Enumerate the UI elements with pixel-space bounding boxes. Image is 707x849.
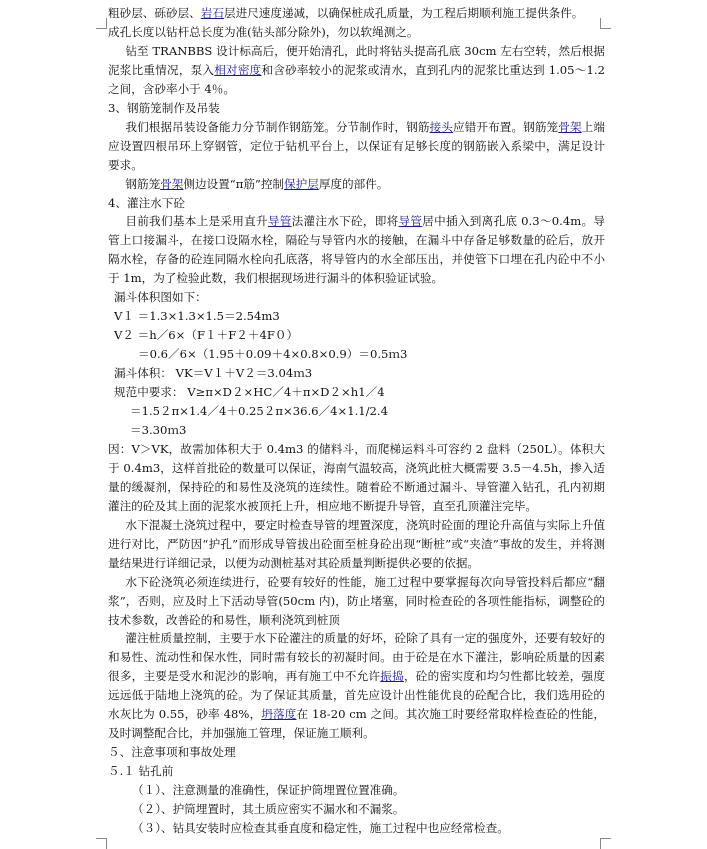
paragraph: 目前我们基本上是采用直升导管法灌注水下砼，即将导管居中插入到离孔底 0.3～0.4m。导管上口接漏斗，在接口设隔水栓，隔砼与导管内水的接触，在漏斗中存备足够数量的砼后，放开隔水栓，存备的砼连同隔水栓向孔底落，将导管内的水全部压出，并使管下口埋在孔内砼中不小于 1m，为了检验此数，我们根据现场进行漏斗的体积验证试验。 [108, 214, 605, 286]
subsection-heading: ５.１ 钻孔前 [108, 764, 174, 779]
paragraph: 成孔长度以钻杆总长度为准(钻头部分除外)，勿以软绳测之。 [108, 24, 419, 39]
list-item: （３）、钻具安装时应检查其垂直度和稳定性，施工过程中也应经常检查。 [132, 820, 509, 835]
formula-line: 漏斗体积图如下： [114, 290, 207, 305]
paragraph: 粗砂层、砾砂层、岩石层进尺速度递减，以确保桩成孔质量，为工程后期顺利施工提供条件。 [108, 6, 584, 20]
link-rock[interactable]: 岩石 [200, 6, 224, 20]
list-item: （２）、护筒埋置时，其土质应密实不漏水和不漏浆。 [132, 802, 405, 817]
corner-mark-top-left [96, 18, 107, 29]
paragraph: 灌注桩质量控制，主要于水下砼灌注的质量的好坏，砼除了具有一定的强度外，还要有较好的和易性、流动性和保水性，同时需有较长的初凝时间。由于砼是在水下灌注，影响砼质量的因素很多，主要是受水和泥沙的影响，再有施工中不允许振捣，砼的密实度和均匀性都比较差，强度远远低于陆地上浇筑的砼。为了保证其质量，首先应设计出性能优良的砼配合比，我们选用砼的水灰比为 0.55，砂率 48%，坍落度在 18-20 cm 之间。其次施工时要经常取样检查砼的性能，及时调整配合比，并加强施工管理，保证施工顺利。 [108, 631, 605, 741]
formula-line: V１ ＝1.3×1.3×1.5＝2.54m3 [114, 309, 280, 324]
link-conduit[interactable]: 导管 [267, 214, 292, 229]
link-relative-density[interactable]: 相对密度 [214, 62, 262, 77]
paragraph: 水下混凝土浇筑过程中，要定时检查导管的埋置深度，浇筑时砼面的理论升高值与实际上升值进行对比，严防因“护孔”而形成导管拔出砼面至桩身砼出现“断桩”或“夹渣”事故的发生，并将测量结果进行详细记录，以便为动测桩基对其砼质量判断提供必要的依据。 [108, 517, 605, 570]
corner-mark-bottom-right [600, 838, 611, 849]
formula-line: ＝1.5２π×1.4／4＋0.25２π×36.6／4×1.1/2.4 [130, 404, 388, 419]
paragraph: 钢筋笼骨架侧边设置“π筋”控制保护层厚度的部件。 [125, 176, 389, 191]
paragraph: 水下砼浇筑必须连续进行，砼要有较好的性能，施工过程中要掌握每次向导管投料后都应“翻浆”，否则，应及时上下活动导管(50cm 内)，防止堵塞，同时检查砼的各项性能指标，调整砼的技术参数，改善砼的和易性，顺利浇筑到桩顶 [108, 574, 605, 627]
section-heading: 4、灌注水下砼 [108, 195, 185, 210]
list-item: （１）、注意测量的准确性，保证护筒埋置位置准确。 [132, 783, 405, 798]
paragraph: 钻至 TRANBBS 设计标高后，便开始清孔，此时将钻头提高孔底 30cm 左右空转，然后根据泥浆比重情况，泵入相对密度和含砂率较小的泥浆或清水，直到孔内的泥浆比重达到 1.05～1.2 之间，含砂率小于 4％。 [108, 43, 605, 96]
formula-line: ＝3.30ｍ3 [130, 422, 187, 437]
link-slump[interactable]: 坍落度 [261, 707, 297, 722]
paragraph: 因：V＞VK，故需加体积大于 0.4m3 的储料斗，而爬梯运料斗可容约 2 盘料（250L）。体积大于 0.4m3，这样首批砼的数量可以保证，海南气温较高，浇筑此桩大概需要 3.5－4.5h，掺入适量的缓凝剂，保持砼的和易性及浇筑的连续性。随着砼不断通过漏斗、导管灌入钻孔，孔内初期灌注的砼及其上面的泥浆水被顶托上升，相应地不断提升导管，直至孔顶灌注完毕。 [108, 441, 605, 513]
link-joint[interactable]: 接头 [429, 119, 453, 134]
formula-line: V２ ＝h／6×（F１＋F２＋4F０） [114, 328, 299, 343]
link-conduit-2[interactable]: 导管 [398, 214, 423, 229]
formula-line: ＝0.6／6×（1.95＋0.09＋4×0.8×0.9）＝0.5ｍ3 [138, 347, 408, 362]
formula-line: 漏斗体积： VK＝V１＋V２＝3.04ｍ3 [114, 366, 313, 381]
link-vibration[interactable]: 振捣 [380, 669, 404, 684]
corner-mark-bottom-left [96, 838, 107, 849]
section-heading: ５、注意事项和事故处理 [108, 745, 236, 760]
paragraph: 我们根据吊装设备能力分节制作钢筋笼。分节制作时，钢筋接头应错开布置。钢筋笼骨架上端应设置四根吊环上穿钢管，定位于钻机平台上，以保证有足够长度的钢筋嵌入系梁中，满足设计要求。 [108, 119, 605, 172]
formula-line: 规范中要求： V≥π×D２×HC／4＋π×D２×h1／4 [114, 385, 385, 400]
link-skeleton[interactable]: 骨架 [558, 119, 582, 134]
section-heading: 3、钢筋笼制作及吊装 [108, 100, 220, 115]
document-body [108, 4, 605, 838]
link-cover-layer[interactable]: 保护层 [284, 176, 319, 191]
link-skeleton-2[interactable]: 骨架 [160, 176, 184, 191]
